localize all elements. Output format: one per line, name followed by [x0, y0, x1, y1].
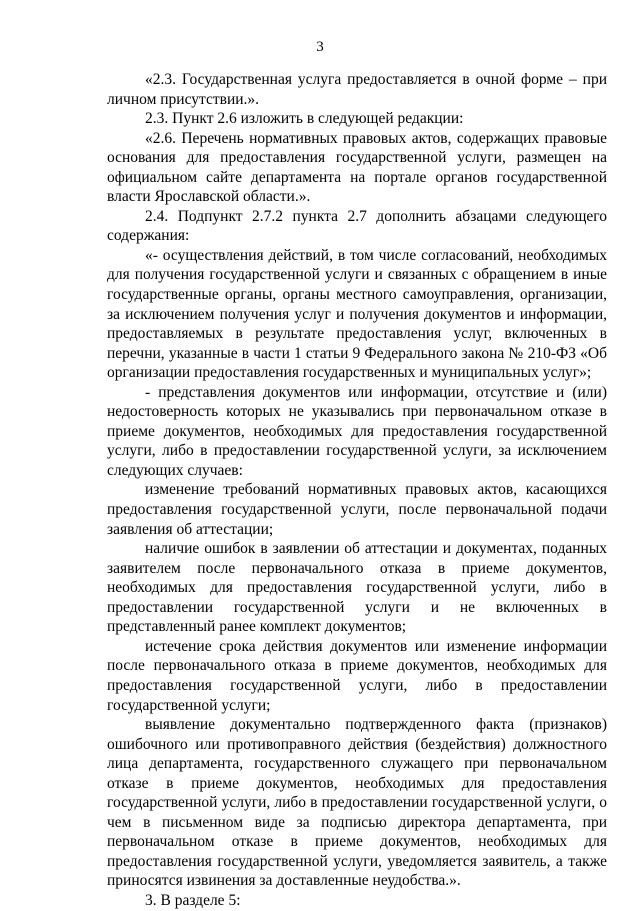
paragraph-amendment-2-4: 2.4. Подпункт 2.7.2 пункта 2.7 дополнить абзацами следующего содержания: — [107, 207, 607, 245]
paragraph-case-requirements-change: изменение требований нормативных правовых актов, касающихся предоставления государственной услуги, после первоначальной подачи заявления об аттестации; — [107, 481, 607, 538]
paragraph-item-2-6-text: «2.6. Перечень нормативных правовых актов, содержащих правовые основания для предоставления государственной услуги, размещен на официальном сайте департамента на портале органов государственной власти Ярославской области.». — [107, 129, 607, 206]
paragraph-case-expiry: истечение срока действия документов или изменение информации после первоначального отказа в приеме документов, необходимых для предоставления государственной услуги, либо в предоставлении государственной услуги; — [107, 637, 607, 714]
paragraph-section-5: 3. В разделе 5: — [145, 891, 241, 909]
paragraph-documents-clause: - представления документов или информации, отсутствие и (или) недостоверность которых не указывались при первоначальном отказе в приеме документов, необходимых для предоставления государственной услуги, либо в предоставлении государственной услуги, за исключением следующих случаев: — [107, 383, 607, 479]
paragraph-amendment-2-3: 2.3. Пункт 2.6 изложить в следующей редакции: — [145, 110, 464, 128]
paragraph-item-2-3-text: «2.3. Государственная услуга предоставляется в очной форме – при личном присутствии.». — [107, 71, 607, 108]
paragraph-case-misconduct: выявление документально подтвержденного факта (признаков) ошибочного или противоправного действия (бездействия) должностного лица департамента, государственного служащего при первоначальном отказе в приеме документов, необходимых для предоставления государственной услуги, либо в предоставлении государственной услуги, о чем в письменном виде за подписью директора департамента, при первоначальном отказе в приеме документов, необходимых для предоставления государственной услуги, уведомляется заявитель, а также приносятся извинения за доставленные неудобства.». — [107, 716, 607, 890]
document-body — [107, 70, 607, 911]
page-number: 3 — [316, 39, 324, 55]
paragraph-actions-clause: «- осуществления действий, в том числе согласований, необходимых для получения государственной услуги и связанных с обращением в иные государственные органы, органы местного самоуправления, организации, за исключением получения услуг и получения документов и информации, предоставляемых в результате предоставления услуг, включенных в перечни, указанные в части 1 статьи 9 Федерального закона № 210-ФЗ «Об организации предоставления государственных и муниципальных услуг»; — [107, 246, 607, 382]
paragraph-case-errors: наличие ошибок в заявлении об аттестации и документах, поданных заявителем после первоначального отказа в приеме документов, необходимых для предоставления государственной услуги, либо в предоставлении государственной услуги и не включенных в представленный ранее комплект документов; — [107, 540, 607, 636]
